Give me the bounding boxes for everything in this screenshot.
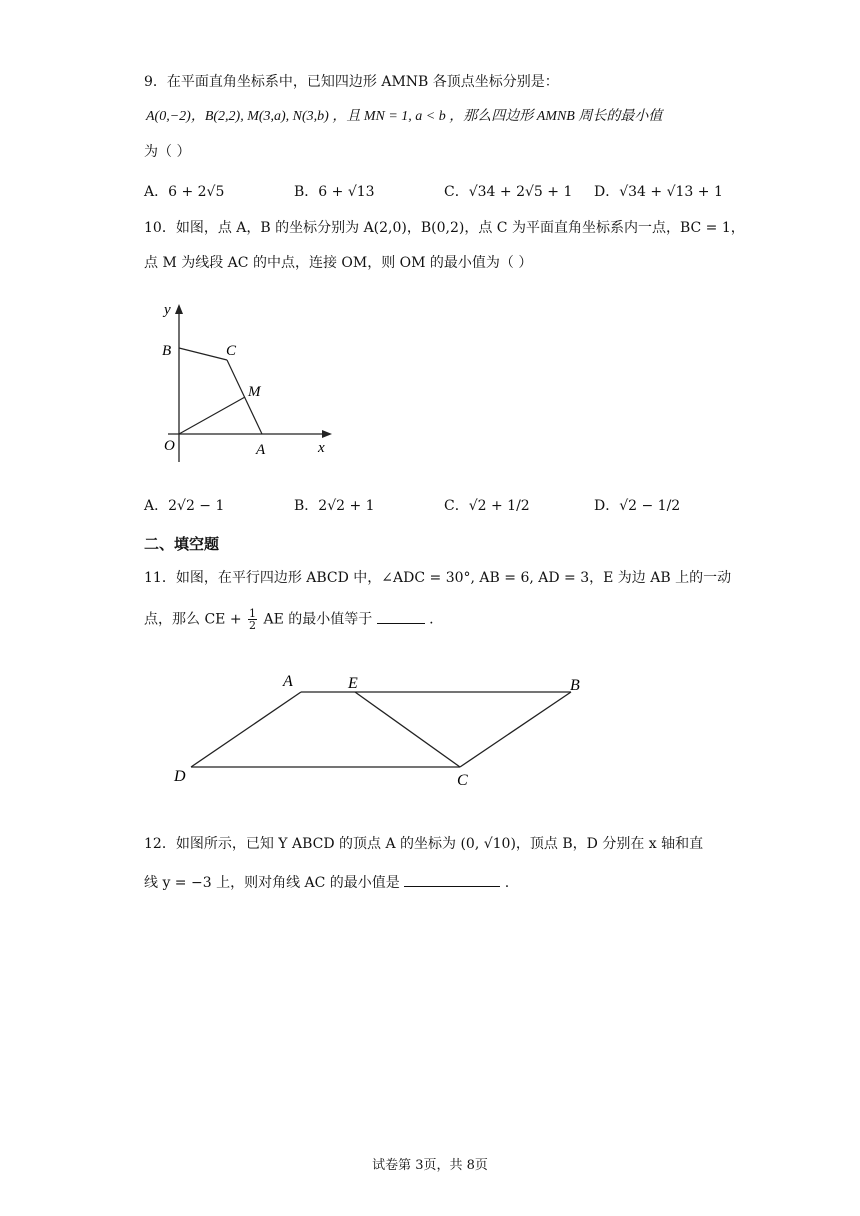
segment-bc — [179, 348, 227, 360]
q10-figure — [150, 300, 340, 465]
q12-answer-blank[interactable] — [404, 872, 500, 887]
label-d: D — [174, 768, 186, 785]
label-e: E — [348, 675, 358, 692]
q11-line1: 11．如图，在平行四边形 ABCD 中，∠ADC = 30°, AB = 6, AD = 3，E 为边 AB 上的一动 — [144, 570, 732, 586]
q12-line2-pre: 线 y = −3 上，则对角线 AC 的最小值是 — [144, 875, 400, 891]
q9-option-b: B．6 + √13 — [294, 184, 375, 200]
q9-line2: A(0,−2)，B(2,2), M(3,a), N(3,b) ，且 MN = 1, a < b ，那么四边形 AMNB 周长的最小值 — [146, 109, 663, 124]
q9-option-d: D．√34 + √13 + 1 — [594, 184, 723, 200]
segment-ec — [355, 692, 460, 767]
y-axis-arrow-icon — [175, 304, 183, 314]
q11-line2 — [144, 608, 434, 631]
q10-option-d: D．√2 − 1/2 — [594, 498, 681, 514]
label-c: C — [226, 343, 237, 359]
label-a: A — [283, 673, 293, 690]
q9-option-a: A．6 + 2√5 — [144, 184, 225, 200]
label-b: B — [162, 343, 172, 359]
page-footer: 试卷第 3页，共 8页 — [372, 1158, 488, 1173]
q11-line2-post: AE 的最小值等于 — [263, 611, 373, 628]
q11-figure — [165, 665, 605, 795]
segment-om — [179, 397, 245, 434]
label-a: A — [256, 442, 266, 458]
q9-option-c: C．√34 + 2√5 + 1 — [444, 184, 573, 200]
q12-line1: 12．如图所示，已知 Y ABCD 的顶点 A 的坐标为 (0, √10)，顶点 B，D 分别在 x 轴和直 — [144, 836, 704, 852]
q11-answer-blank[interactable] — [377, 609, 425, 624]
q10-option-b: B．2√2 + 1 — [294, 498, 375, 514]
q10-option-a: A．2√2 − 1 — [144, 498, 225, 514]
label-o: O — [164, 438, 175, 454]
q9-line3: 为（ ） — [144, 144, 191, 160]
q11-fraction-numerator: 1 — [249, 607, 257, 620]
section-title: 二、填空题 — [144, 535, 220, 553]
segment-bc — [460, 692, 571, 767]
x-axis-arrow-icon — [322, 430, 332, 438]
q9-line1: 9．在平面直角坐标系中，已知四边形 AMNB 各顶点坐标分别是： — [144, 74, 559, 90]
label-c: C — [457, 772, 468, 789]
label-x: x — [318, 440, 325, 456]
q11-line2-pre: 点，那么 CE + — [144, 611, 242, 628]
q12-line2 — [144, 872, 509, 893]
q11-fraction-denominator: 2 — [249, 619, 257, 632]
q10-line2: 点 M 为线段 AC 的中点，连接 OM，则 OM 的最小值为（ ） — [144, 255, 533, 271]
label-y: y — [164, 302, 171, 318]
label-b: B — [570, 677, 580, 694]
q10-line1: 10．如图，点 A，B 的坐标分别为 A(2,0)，B(0,2)，点 C 为平面直角坐标系内一点，BC = 1， — [144, 220, 745, 236]
q12-line2-end: . — [504, 875, 510, 891]
q11-line2-end: . — [429, 611, 434, 628]
label-m: M — [248, 384, 261, 400]
q11-fraction — [248, 608, 257, 631]
segment-ad — [191, 692, 301, 767]
q10-option-c: C．√2 + 1/2 — [444, 498, 530, 514]
